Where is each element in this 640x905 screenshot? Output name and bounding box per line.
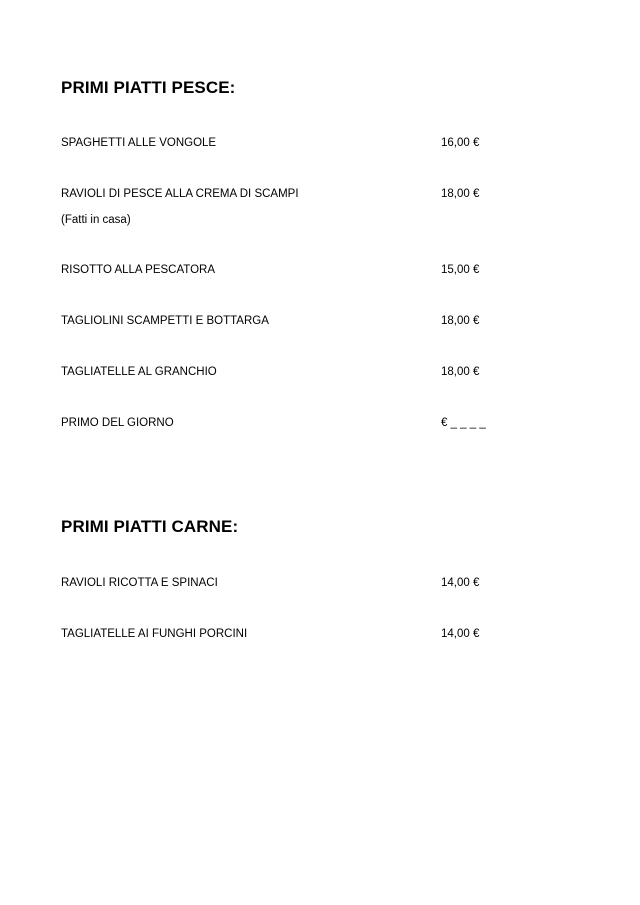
dish-name: SPAGHETTI ALLE VONGOLE (61, 137, 217, 149)
dish-price: 18,00 € (441, 188, 480, 200)
menu-item (61, 188, 501, 234)
dish-name: TAGLIATELLE AL GRANCHIO (61, 366, 217, 378)
menu-item (61, 577, 501, 597)
dish-price: 18,00 € (441, 315, 480, 327)
section-title-pesce: PRIMI PIATTI PESCE: (61, 78, 236, 97)
dish-name: RAVIOLI RICOTTA E SPINACI (61, 577, 218, 589)
menu-item (61, 366, 501, 386)
dish-price: 16,00 € (441, 137, 480, 149)
dish-price: € _ _ _ _ (441, 417, 486, 429)
dish-price: 18,00 € (441, 366, 480, 378)
dish-name: TAGLIOLINI SCAMPETTI E BOTTARGA (61, 315, 269, 327)
section-title-carne: PRIMI PIATTI CARNE: (61, 517, 239, 536)
menu-item (61, 137, 501, 157)
dish-name: PRIMO DEL GIORNO (61, 417, 174, 429)
dish-name: RAVIOLI DI PESCE ALLA CREMA DI SCAMPI (61, 188, 299, 200)
dish-note: (Fatti in casa) (61, 214, 131, 226)
dish-name: RISOTTO ALLA PESCATORA (61, 264, 216, 276)
menu-item (61, 417, 501, 437)
dish-price: 14,00 € (441, 628, 480, 640)
dish-name: TAGLIATELLE AI FUNGHI PORCINI (61, 628, 248, 640)
menu-item (61, 264, 501, 284)
menu-item (61, 315, 501, 335)
menu-item (61, 628, 501, 648)
dish-price: 14,00 € (441, 577, 480, 589)
dish-price: 15,00 € (441, 264, 480, 276)
